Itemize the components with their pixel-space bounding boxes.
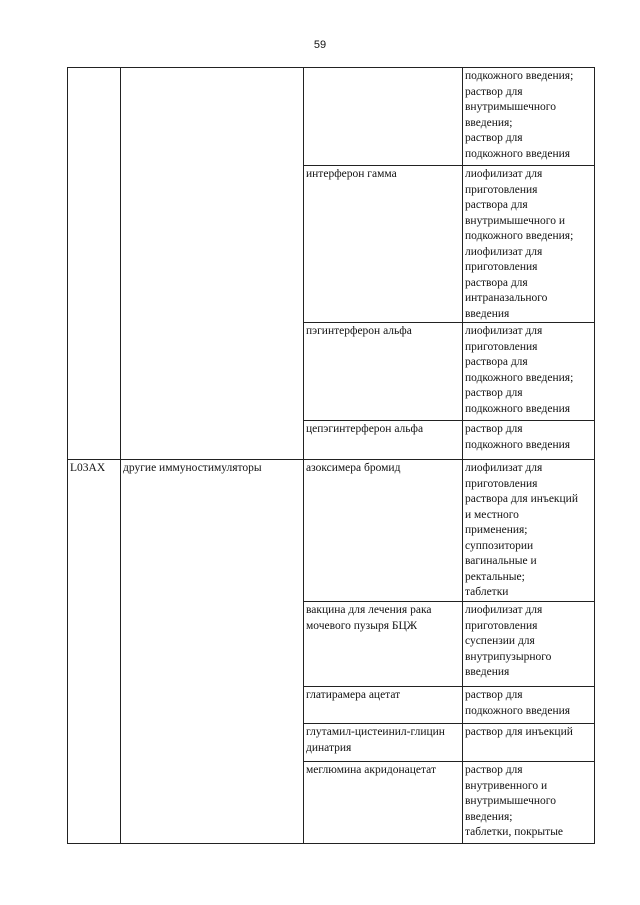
- group-name-cell: [121, 68, 304, 460]
- group-name-cell: другие иммуностимуляторы: [121, 460, 304, 844]
- dosage-form-cell: лиофилизат для приготовления раствора для внутримышечного и подкожного введения; лиофилизат для приготовления раствора для интраназального введения: [463, 166, 595, 323]
- drug-name-cell: цепэгинтерферон альфа: [304, 421, 463, 460]
- drug-name-cell: глутамил-цистеинил-глицин динатрия: [304, 724, 463, 762]
- table-row: [68, 460, 595, 602]
- drug-name-cell: азоксимера бромид: [304, 460, 463, 602]
- atc-code-cell: [68, 68, 121, 460]
- drug-name-cell: глатирамера ацетат: [304, 687, 463, 724]
- drug-name-cell: пэгинтерферон альфа: [304, 323, 463, 421]
- dosage-form-cell: подкожного введения; раствор для внутримышечного введения; раствор для подкожного введения: [463, 68, 595, 166]
- drug-name-cell: меглюмина акридонацетат: [304, 762, 463, 844]
- dosage-form-cell: лиофилизат для приготовления раствора для инъекций и местного применения; суппозитории вагинальные и ректальные; таблетки: [463, 460, 595, 602]
- dosage-form-cell: раствор для внутривенного и внутримышечного введения; таблетки, покрытые: [463, 762, 595, 844]
- drug-table: [67, 67, 595, 844]
- dosage-form-cell: лиофилизат для приготовления раствора для подкожного введения; раствор для подкожного введения: [463, 323, 595, 421]
- page-number: 59: [313, 39, 327, 51]
- dosage-form-cell: лиофилизат для приготовления суспензии для внутрипузырного введения: [463, 602, 595, 687]
- dosage-form-cell: раствор для подкожного введения: [463, 421, 595, 460]
- drug-name-cell: вакцина для лечения рака мочевого пузыря БЦЖ: [304, 602, 463, 687]
- dosage-form-cell: раствор для подкожного введения: [463, 687, 595, 724]
- atc-code-cell: L03AX: [68, 460, 121, 844]
- table-row: [68, 68, 595, 166]
- dosage-form-cell: раствор для инъекций: [463, 724, 595, 762]
- drug-name-cell: [304, 68, 463, 166]
- drug-name-cell: интерферон гамма: [304, 166, 463, 323]
